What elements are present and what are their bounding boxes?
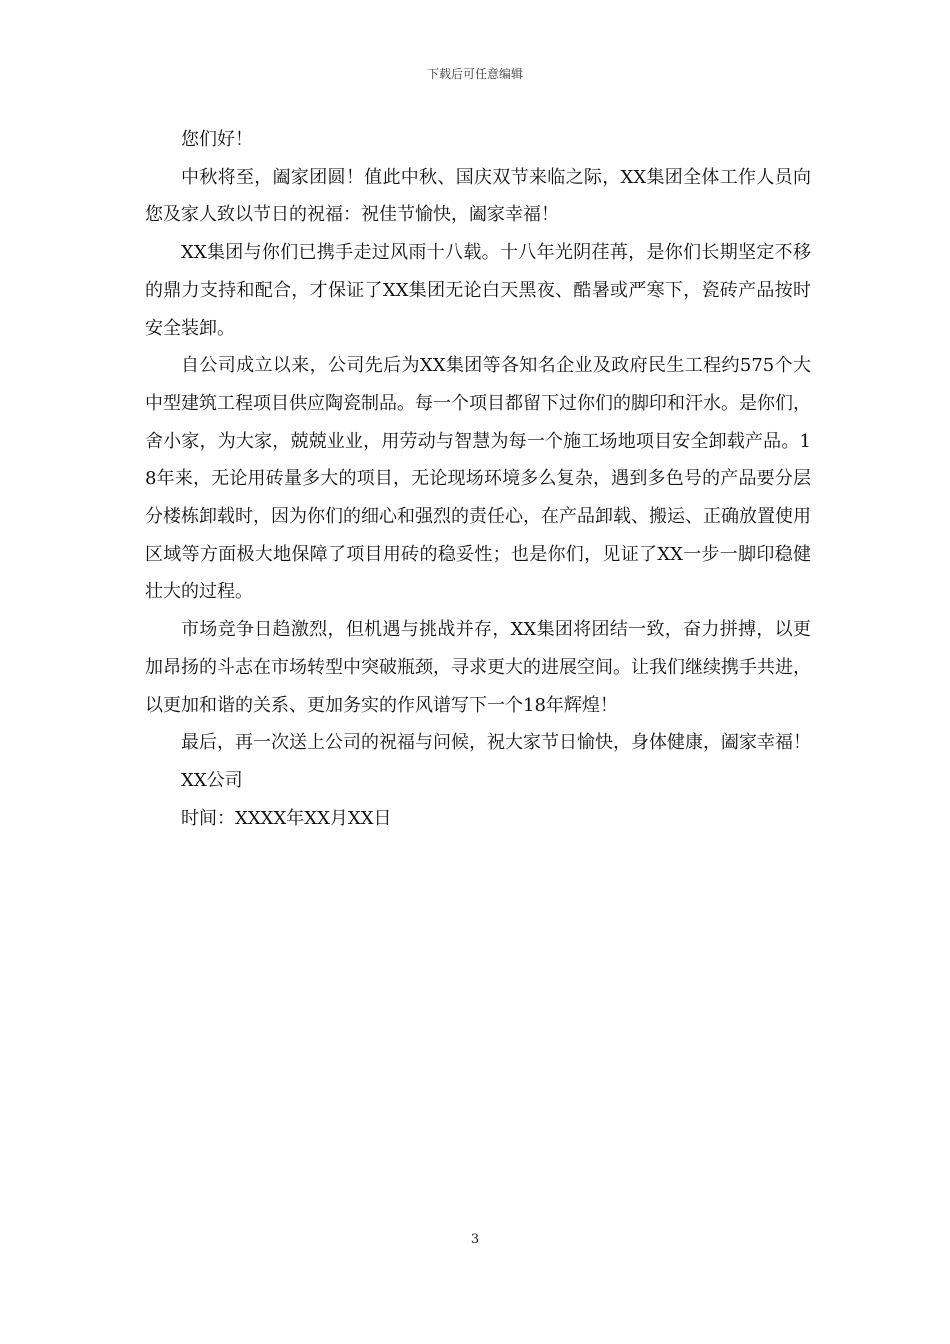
letter-body [145,121,811,837]
page-number: 3 [470,1232,480,1247]
paragraph-future: 市场竞争日趋激烈，但机遇与挑战并存，XX集团将团结一致，奋力拼搏，以更加昂扬的斗志在市场转型中突破瓶颈，寻求更大的进展空间。让我们继续携手共进，以更加和谐的关系、更加务实的作风谱写下一个18年辉煌！ [145,619,811,716]
letter-signature: XX公司 [181,769,243,791]
paragraph-partnership: XX集团与你们已携手走过风雨十八载。十八年光阴荏苒，是你们长期坚定不移的鼎力支持和配合，才保证了XX集团无论白天黑夜、酷暑或严寒下，瓷砖产品按时安全装卸。 [145,242,811,339]
paragraph-closing: 最后，再一次送上公司的祝福与问候，祝大家节日愉快，身体健康，阖家幸福！ [181,732,811,754]
letter-greeting: 您们好！ [181,129,253,150]
header-note: 下载后可任意编辑 [426,67,523,81]
letter-date: 时间：XXXX年XX月XX日 [181,807,392,829]
paragraph-history: 自公司成立以来，公司先后为XX集团等各知名企业及政府民生工程约575个大中型建筑工程项目供应陶瓷制品。每一个项目都留下过你们的脚印和汗水。是你们，舍小家，为大家，兢兢业业，用劳动与智慧为每一个施工场地项目安全卸载产品。18年来，无论用砖量多大的项目，无论现场环境多么复杂，遇到多色号的产品要分层分楼栋卸载时，因为你们的细心和强烈的责任心，在产品卸载、搬运、正确放置使用区域等方面极大地保障了项目用砖的稳妥性；也是你们，见证了XX一步一脚印稳健壮大的过程。 [145,355,811,603]
paragraph-festival-greeting: 中秋将至，阖家团圆！值此中秋、国庆双节来临之际，XX集团全体工作人员向您及家人致以节日的祝福：祝佳节愉快，阖家幸福！ [145,166,811,226]
